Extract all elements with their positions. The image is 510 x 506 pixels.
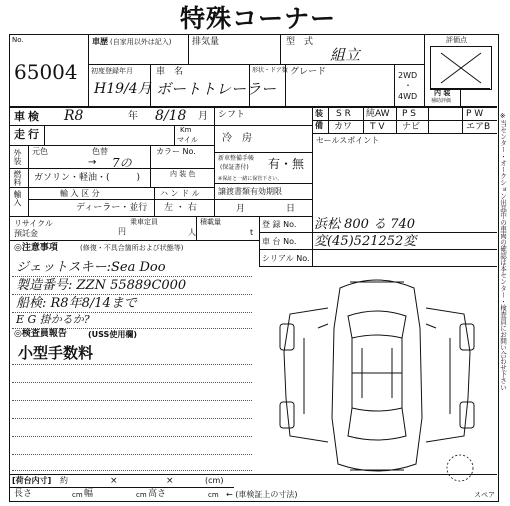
color-paint-label: 色替 (92, 147, 108, 156)
records-options: 有・無 (268, 157, 305, 171)
dims-note: ← (車検証上の寸法) (226, 490, 298, 499)
notes-sub: (修復・不具合箇所および状態等) (80, 244, 184, 252)
registration-label: 登 録 No. (262, 220, 297, 229)
equip-sr: S R (336, 109, 351, 119)
first-reg-label: 初度登録年月 (91, 67, 133, 75)
length-cm: cm (72, 491, 83, 499)
equip-leather: カワ (334, 122, 353, 132)
chassis-label: 車 台 No. (262, 237, 297, 246)
rating-cross-mark (431, 47, 491, 89)
equip-pw: P W (466, 109, 484, 119)
history-note: (自家用以外は記入) (110, 38, 172, 46)
drive-4wd: 4WD (398, 92, 418, 101)
model-label: 型 式 (286, 37, 314, 47)
drive-dot: ・ (404, 81, 412, 90)
rating-box (430, 46, 492, 90)
history-label: 車歴 (92, 37, 108, 46)
inspector-label: ◎検査員報告 (14, 329, 67, 339)
doors-label: 形状・ドア数 (252, 67, 288, 74)
inspection-era: R8 (64, 108, 84, 124)
length-label: 長さ (14, 489, 33, 499)
equip-airbag: エアB (466, 122, 491, 132)
equipment-side-bottom: 備 (315, 121, 323, 130)
width-cm: cm (136, 491, 147, 499)
interior-label: 内 装 (434, 89, 451, 97)
cargo-cm: (cm) (205, 476, 224, 485)
name-value: ボートトレーラー (156, 80, 277, 98)
handle-options: 左 ・ 右 (164, 203, 197, 213)
transfer-month: 月 (236, 204, 246, 214)
color-arrow: → (88, 157, 97, 168)
chassis-value: 変(45)521252変 (314, 234, 417, 249)
mileage-unit-km: Km (180, 126, 192, 134)
width-label: 幅 (84, 489, 94, 499)
notes-line-1: ジェットスキー:Sea Doo (16, 260, 166, 275)
inspection-month-unit: 月 (198, 111, 208, 122)
color-base-label: 元色 (32, 147, 48, 156)
records-label: 新車整備手帳 (218, 155, 255, 162)
rating-label: 評価点 (446, 36, 467, 44)
equip-ps: P S (402, 109, 417, 119)
cargo-x1: × (110, 476, 118, 486)
equipment-side-top: 装 (315, 109, 323, 118)
spare-label: スペア (474, 491, 495, 499)
drive-2wd: 2WD (398, 71, 418, 80)
load-unit: t (250, 228, 254, 237)
name-label: 車 名 (156, 67, 184, 77)
cargo-label: [荷台内寸] (12, 476, 52, 485)
displacement-label: 排気量 (192, 37, 220, 47)
side-notice-text: ※当センター・オークション出品中の車両の確認は本センター・検査員にお問い合わせ下さい (498, 112, 507, 391)
import-dealer: ディーラー・並行 (76, 203, 148, 213)
color-side-label: 外装 (13, 149, 22, 165)
fuel-side-label: 燃料 (13, 170, 22, 186)
notes-line-4: E G 掛かるか? (16, 313, 90, 326)
inspector-stamp: 小型手数料 (18, 344, 94, 362)
inspection-label: 車検 (14, 110, 42, 123)
notes-line-3: 船検: R8年8/14まで (16, 296, 137, 311)
interior-sub: 補助評価 (431, 98, 452, 104)
transfer-period-label: 譲渡書類有効期限 (218, 187, 282, 196)
lot-label: No. (12, 36, 24, 44)
records-sub: (保証書付) (220, 164, 249, 171)
capacity-label: 乗車定員 (130, 218, 158, 226)
mileage-unit-mile: マイル (177, 136, 198, 144)
serial-label: シリアル No. (262, 254, 310, 263)
notes-label: ◎注意事項 (14, 243, 58, 253)
cargo-x2: × (166, 476, 174, 486)
fuel-options: ガソリン・軽油・( ) (34, 173, 141, 183)
recycle-label: リサイクル (14, 219, 53, 228)
notes-line-2: 製造番号: ZZN 55889C000 (16, 278, 187, 293)
registration-value: 浜松 800 る 740 (314, 217, 416, 232)
color-no-label: カラー No. (156, 147, 196, 156)
handle-label: ハ ン ド ル (160, 189, 200, 198)
grade-label: グレード (290, 67, 327, 77)
inspection-date: 8/18 (155, 108, 187, 124)
records-note: ※保証と一緒に保管下さい。 (218, 176, 283, 182)
interior-color-label: 内 装 色 (170, 170, 196, 178)
load-label: 積載量 (200, 218, 221, 226)
shift-label: シフト (218, 110, 246, 120)
inspector-sub: (USS使用欄) (88, 330, 137, 339)
color-paint-value: 7の (112, 156, 132, 170)
import-header-label: 輸 入 区 分 (60, 189, 100, 198)
mileage-label: 走行 (14, 128, 42, 141)
lot-number: 65004 (14, 60, 78, 84)
recycle-sub: 預託金 (14, 229, 38, 238)
import-side-label: 輸入 (13, 190, 22, 206)
height-cm: cm (208, 491, 219, 499)
cargo-unit: 約 (60, 476, 68, 485)
height-label: 高さ (148, 489, 167, 499)
capacity-person: 人 (188, 228, 196, 237)
sales-point-label: セールスポイント (316, 136, 380, 145)
equip-alloy: 純AW (366, 109, 390, 119)
inspection-year-unit: 年 (128, 111, 138, 122)
equip-navi: ナビ (402, 122, 421, 132)
recycle-unit: 円 (118, 227, 126, 236)
first-reg-value: H19/4月 (94, 81, 152, 97)
equip-tv: T V (370, 122, 385, 132)
model-value: 組立 (330, 46, 361, 64)
ac-label: 冷 房 (222, 133, 252, 144)
page-title: 特殊コーナー (180, 4, 337, 33)
transfer-day: 日 (286, 204, 296, 214)
car-damage-diagram (270, 268, 485, 483)
